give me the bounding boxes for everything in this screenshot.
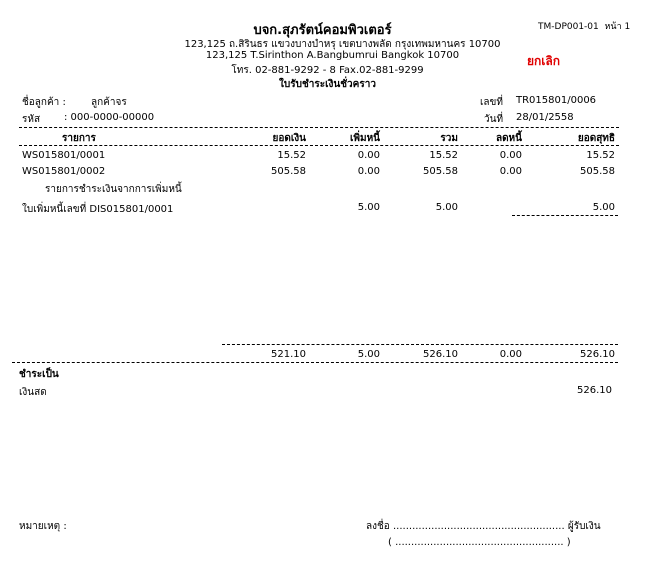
customer-code-label: รหัส <box>22 114 41 125</box>
doc-date-value: 28/01/2558 <box>516 112 574 123</box>
debit-section-label: รายการชำระเงินจากการเพิ่มหนี้ <box>45 184 182 195</box>
header-amount: ยอดเงิน <box>272 133 306 144</box>
signature-area <box>366 519 601 534</box>
total-sum: 526.10 <box>423 349 458 360</box>
remark-label: หมายเหตุ : <box>19 521 67 532</box>
customer-code-value: : 000-0000-00000 <box>64 112 155 123</box>
header-credit: ลดหนี้ <box>495 133 522 144</box>
row-net: 5.00 <box>592 202 615 213</box>
document-code <box>538 19 630 33</box>
company-phone: โทร. 02-881-9292 - 8 Fax.02-881-9299 <box>231 65 424 76</box>
totals-bottom-divider <box>12 362 618 363</box>
header-item: รายการ <box>62 133 96 144</box>
company-name: บจก.สุภรัตน์คอมพิวเตอร์ <box>253 23 392 38</box>
row-total: 5.00 <box>435 202 458 213</box>
doc-code-text: TM-DP001-01 <box>538 22 599 32</box>
row-item: ใบเพิ่มหนี้เลขที่ DIS015801/0001 <box>22 204 174 215</box>
header-net: ยอดสุทธิ <box>577 133 615 144</box>
table-top-divider <box>19 127 619 128</box>
header-debit: เพิ่มหนี้ <box>349 133 380 144</box>
total-credit: 0.00 <box>499 349 522 360</box>
payment-method: เงินสด <box>19 387 47 398</box>
payment-amount: 526.10 <box>577 385 612 396</box>
customer-name-value: ลูกค้าจร <box>91 97 127 108</box>
row-debit: 0.00 <box>357 150 380 161</box>
sign-label: ลงชื่อ <box>366 521 390 532</box>
table-header-divider <box>19 145 619 146</box>
row-total: 505.58 <box>423 166 458 177</box>
header-total: รวม <box>440 133 458 144</box>
row-amount: 15.52 <box>277 150 306 161</box>
total-net: 526.10 <box>580 349 615 360</box>
total-debit: 5.00 <box>357 349 380 360</box>
total-amount: 521.10 <box>271 349 306 360</box>
doc-number-label: เลขที่ <box>480 97 503 108</box>
signer-name-line: ( ..................................................... ) <box>388 537 571 548</box>
document-title: ใบรับชำระเงินชั่วคราว <box>279 79 376 90</box>
customer-name-label: ชื่อลูกค้า : <box>22 97 66 108</box>
payment-heading: ชำระเป็น <box>19 369 59 380</box>
row-debit: 0.00 <box>357 166 380 177</box>
receiver-label: ผู้รับเงิน <box>567 521 601 532</box>
row-item: WS015801/0002 <box>22 166 106 177</box>
net-subtotal-divider <box>512 215 618 216</box>
doc-number-value: TR015801/0006 <box>516 95 597 106</box>
totals-divider <box>222 344 618 345</box>
row-total: 15.52 <box>429 150 458 161</box>
company-address-th: 123,125 ถ.สิรินธร แขวงบางบำหรุ เขตบางพลัด กรุงเทพมหานคร 10700 <box>184 39 501 50</box>
row-net: 505.58 <box>580 166 615 177</box>
row-credit: 0.00 <box>499 150 522 161</box>
company-address-en: 123,125 T.Sirinthon A.Bangbumrui Bangkok 10700 <box>205 50 460 61</box>
row-net: 15.52 <box>586 150 615 161</box>
page-number: หน้า 1 <box>604 22 631 32</box>
row-amount: 505.58 <box>271 166 306 177</box>
signature-line: ...................................................... <box>393 521 565 532</box>
cancel-stamp: ยกเลิก <box>527 54 561 68</box>
doc-date-label: วันที่ <box>484 114 504 125</box>
row-credit: 0.00 <box>499 166 522 177</box>
row-item: WS015801/0001 <box>22 150 106 161</box>
row-debit: 5.00 <box>357 202 380 213</box>
